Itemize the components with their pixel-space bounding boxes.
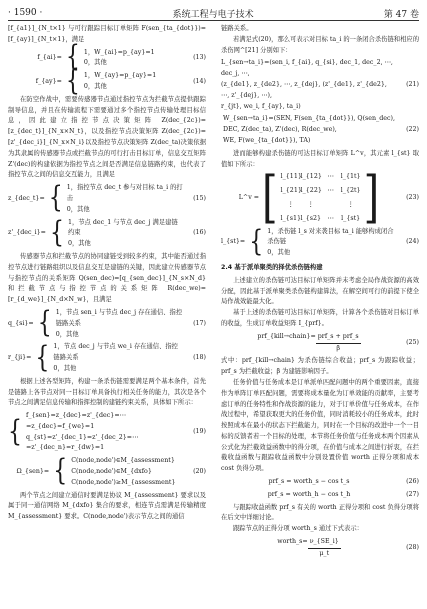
matrix-cell: [321, 200, 341, 211]
denominator: μ_t: [319, 549, 330, 557]
matrix-cell: ⋯: [327, 187, 334, 195]
paragraph: 链路关系。: [221, 25, 253, 32]
page-number: · 1590 ·: [8, 8, 43, 18]
paragraph: 与跟踪收益函数 prf_s 有关的 worth 正得分项和 cost 负得分项将在后文中详细讨论。: [221, 503, 419, 522]
eq-case: 1，W_{ai}=p_{ay}=1: [83, 48, 155, 56]
page-header: [8, 6, 419, 21]
eq-case: 1，杀伤链 l_s 对来袭目标 ta_i 能够构成闭合杀伤链: [267, 227, 394, 246]
eq-case: 0，其他: [83, 82, 107, 90]
right-column: [221, 24, 419, 562]
eq-case: 1，指控节点 dec_t 参与对目标 ta_i 的打击: [66, 184, 183, 202]
matrix-cell: l_{11}: [280, 173, 302, 181]
equation-22: [221, 114, 419, 146]
eq-number: (24): [406, 238, 419, 246]
eq-case: 1，节点 dec_1 与节点 dec_j 满足建链约束: [67, 218, 178, 237]
paragraph: 根据上述各型矩阵，构建一条杀伤链需要满足两个基本条件，首先是链路上各节点对同一目标订单具备执行相关任务的能力，其次是各个节点之间满足信息传输和指挥控制的建链约束关系，具体如下所示：: [8, 377, 206, 407]
eq-label: z'_{dec_i}=: [8, 229, 46, 237]
eq-case: 0，其他: [267, 249, 291, 257]
eq-case: C(node,node')≥M_{assessment}: [71, 478, 176, 486]
paragraph: 式中：prf_{kill→chain} 为杀伤链综合收益；prf_s 为跟踪收益；prf_s 为拦截收益；β 为建链影响因子。: [221, 357, 419, 376]
equation-13: f_{ai}= { 1，W_{ai}=p_{ay}=1 0，其他 (13): [37, 41, 206, 74]
matrix-grid: [281, 172, 361, 224]
equation-25: [221, 332, 419, 355]
eq-line: (z_{de1}, z_{de2}, ⋯, z_{dej}, (z'_{de1}, z'_{de2}, ⋯, z'_{dej}, ⋯),: [221, 80, 387, 99]
equation-20: Ω_{sen}= { C(node,node')∈M_{assessment} C(node,node')∈M_{dxfo} C(node,node')≥M_{assessment} (20): [16, 455, 206, 489]
eq-case: 1，节点 dec_j 与节点 we_i 存在通信、指控链路关系: [53, 343, 178, 362]
eq-number: (22): [406, 126, 419, 134]
eq-label: worth_s=: [277, 538, 308, 546]
matrix-cell: l_{s1}: [280, 214, 302, 222]
eq-label: f_{ai}=: [37, 53, 62, 61]
equation-24: l_{st}= { 1，杀伤链 l_s 对来袭目标 ta_i 能够构成闭合杀伤链 0，其他 (24): [221, 225, 419, 259]
eq-label: Ω_{sen}=: [16, 468, 50, 476]
paragraph: 基于上述的杀伤链可达目标订单矩阵，计算各个杀伤链对目标订单的收益，生成订单收益矩阵 I_{prf}。: [221, 309, 419, 327]
eq-line: L_{sen→ta_i}=(sen_i, f_{ai}, q_{si}, dec_1, dec_2, ⋯, dec_j, ⋯,: [221, 59, 393, 78]
matrix-cell: l_{22}: [300, 187, 322, 195]
matrix-cell: l_{12}: [300, 173, 322, 181]
denominator: β: [336, 344, 340, 352]
paragraph: [f_{a1}]_{N_t×1} 与可行跟踪目标订单矩阵 F(sen_{ta_{dot}})=[f_{ay}]_{N_t×1}，满足: [8, 25, 206, 43]
journal-title: 系统工程与电子技术: [172, 9, 254, 20]
paragraph: 跟踪节点的正得分项 worth_s 通过下式表示：: [233, 525, 363, 533]
numerator: ν_{SE_i}: [308, 537, 341, 549]
eq-line: r_{jt}, we_i, f_{ay}, ta_i): [221, 102, 301, 110]
equation-19: { f_{sen}=z_{dec}=z'_{dec}=⋯=z_{dec}=f_{we}=1 q_{st}=z'_{dec_1}=z'_{dec_2}=⋯=z'_{dec_n}=r_{dw}=1 (19): [8, 411, 206, 454]
eq-number: (17): [193, 319, 206, 327]
equation-26: [221, 477, 419, 488]
matrix-cell: ⋮: [347, 200, 354, 208]
eq-number: (28): [406, 543, 419, 551]
eq-case: 0，其他: [66, 205, 90, 213]
eq-line: prf_s = worth_s − cos t_s: [268, 478, 350, 486]
eq-case: C(node,node')∈M_{assessment}: [71, 457, 175, 465]
matrix-cell: ⋮: [307, 200, 314, 208]
eq-number: (14): [193, 77, 206, 85]
eq-line: WE, F(we_{ta_{dot}}), TA): [223, 136, 311, 144]
eq-label: prf_{kill→chain}=: [257, 332, 316, 340]
matrix-label: L^v =: [238, 194, 260, 202]
eq-number: (27): [406, 490, 419, 498]
eq-case: 0，其他: [55, 330, 79, 338]
eq-case: 0，其他: [83, 59, 107, 67]
eq-number: (25): [406, 338, 419, 346]
eq-case: 0，其他: [53, 364, 77, 372]
matrix-cell: l_{21}: [280, 187, 302, 195]
matrix-cell: l_{s2}: [300, 214, 322, 222]
eq-label: q_{si}=: [8, 319, 34, 327]
eq-number: (19): [193, 428, 206, 436]
eq-label: l_{st}=: [221, 238, 246, 246]
eq-number: (20): [193, 468, 206, 476]
equation-27: [221, 490, 419, 501]
eq-number: (26): [406, 478, 419, 486]
paragraph: 在防空作战中，需要传感器节点通过指控节点为拦截节点提供跟踪制导信息，并且在传输流程下需要通过多个指控节点传输处理目标信息，因此建立指控节点决策矩阵 Z(dec_{2c})=[z_{dec_t}]_{N_x×N_t}，以及指控节点决策矩阵 Z(dec_{2c})=[z'_{dec_i}]_{N_x×N_i}以及指控节点决策矩阵 Z(dec_ta)决策依据为其隶属的传感器节点或拦截节点的可行打击目标订单，信息交互矩阵 Z'(dec)的构建依据为指控节点之间是否满足信息链路约束，也代表了指控节点之间的信息交互能力，且满足: [8, 95, 206, 179]
numerator: prf_s + prf_s: [316, 332, 361, 344]
paragraph: 传感器节点和拦截节点的协同建链受到较多约束，其中能否通过指控节点进行链路组织以及信息交互是建链的关键，因此建立传感器节点与指控节点的关系矩阵 Q(sen_dec)=[q_{sen_dec}]_{N_s×N_d}和拦截节点与指控节点的关系矩阵 R(dec_we)=[r_{d_we}]_{N_d×N_w}，且满足: [8, 252, 206, 304]
eq-case: C(node,node')∈M_{dxfo}: [71, 468, 152, 476]
matrix-cell: ⋯: [327, 214, 334, 222]
eq-number: (13): [193, 53, 206, 61]
equation-17: q_{si}= { 1，节点 sen_i 与节点 dec_j 存在通信、指控链路关系 0，其他 (17): [8, 307, 206, 340]
fraction: [316, 332, 361, 355]
matrix-cell: l_{st}: [341, 214, 361, 222]
equation-28: [221, 537, 419, 560]
equation-15: z_{dec_t}= { 1，指控节点 dec_t 参与对目标 ta_i 的打击 0，其他 (15): [8, 182, 206, 215]
eq-number: (18): [193, 354, 206, 362]
eq-label: z_{dec_t}=: [8, 194, 45, 202]
matrix-cell: l_{2t}: [340, 187, 361, 195]
equation-18: r_{ji}= { 1，节点 dec_j 与节点 we_i 存在通信、指控链路关系 0，其他 (18): [8, 341, 206, 375]
section-heading: 2.4 基于派单聚类的择优杀伤链构建: [221, 263, 323, 271]
eq-number: (23): [406, 194, 419, 202]
eq-line: f_{sen}=z_{dec}=z'_{dec}=⋯=z_{dec}=f_{we}=1: [26, 412, 126, 430]
left-column: [8, 24, 206, 523]
eq-number: (15): [193, 194, 206, 202]
paragraph: 进而能够构建杀伤链的可达目标订单矩阵 L^v，其元素 l_{st} 取值如下所示：: [221, 149, 419, 168]
paragraph: 任务价值与任务成本是订单派单匹配问题中的两个重要因素，直接作为单阵订单匹配问题，需要将成本量化为订单效能的贡献率，主要考虑订单的任务特性和作战资源的能力，对于订单价值与任务成本，在作战过程中，希望获取更大的任务价值，同时消耗较小的任务成本，此时按照成本在最小的状态下拦截能力，同时在一个目标的改进中一个一目标的反馈者若一个目标的处理，本节将任务价值与任务成本两个因素从公式化为拦截效益函数中的得分项，在价值与成本之间进行折衷，在拦截收益函数与跟踪收益函数中分别设置价值 worth 正得分项和成本 cost 负得分项。: [221, 378, 419, 473]
eq-line: DEC, Z(dec_ta), Z'(dec), R(dec_we),: [223, 126, 337, 134]
equation-16: z'_{dec_i}= { 1，节点 dec_1 与节点 dec_j 满足建链约束 0，其他 (16): [8, 216, 206, 250]
eq-case: 1，W_{ay}=p_{ay}=1: [83, 72, 157, 80]
eq-number: (21): [406, 80, 419, 88]
matrix-cell: ⋮: [287, 200, 294, 208]
fraction: [308, 537, 341, 560]
equation-14: f_{ay}= { 1，W_{ay}=p_{ay}=1 0，其他 (14): [35, 65, 206, 98]
matrix-cell: l_{1t}: [340, 173, 361, 181]
eq-line: q_{st}=z'_{dec_1}=z'_{dec_2}=⋯=z'_{dec_n}=r_{dw}=1: [26, 433, 139, 452]
paragraph: 若满足式(20)，那么可表示对目标 ta_i 的一条闭合杀伤链和相应的杀伤网^[21] 分别如下：: [221, 35, 419, 54]
matrix-cell: ⋯: [327, 173, 334, 181]
equation-23-matrix: L^v = [ l_{11} l_{12} ⋯ l_{1t} l_{21} l_{22} ⋯ l_{2t} ⋮ ⋮ ⋮ l_{s1} l_{s2} ⋯ l_{st} ] (23): [238, 166, 419, 231]
volume-label: 第 47 卷: [383, 9, 419, 20]
eq-case: 0，其他: [67, 240, 91, 248]
paragraph: 上述建立的杀伤链可达目标订单矩阵并未考虑全局作战资源的高效分配，因此基于派单聚类杀伤链构建算法，在解空间可行的前提下使全局作战效能最大化。: [221, 276, 419, 306]
eq-label: r_{ji}=: [8, 354, 32, 362]
eq-label: f_{ay}=: [35, 77, 62, 85]
paragraph: 两个节点之间建立通信时要满足协议 M_{assessment} 要求以及属于同一通信网络 M_{dxfo} 集合的要求，相连节点需满足传输精度 M_{assessment} 要求。C(node,node')表示节点之间的通信: [8, 491, 206, 521]
eq-line: prf_s = worth_h − cos t_h: [267, 490, 351, 498]
eq-line: W_{sen→ta_i}=(SEN, F(sen_{ta_{dot}}), Q(sen_dec),: [223, 115, 395, 123]
eq-case: 1，节点 sen_i 与节点 dec_j 存在通信、指控链路关系: [55, 308, 183, 327]
equation-21: [221, 58, 419, 112]
eq-number: (16): [193, 229, 206, 237]
